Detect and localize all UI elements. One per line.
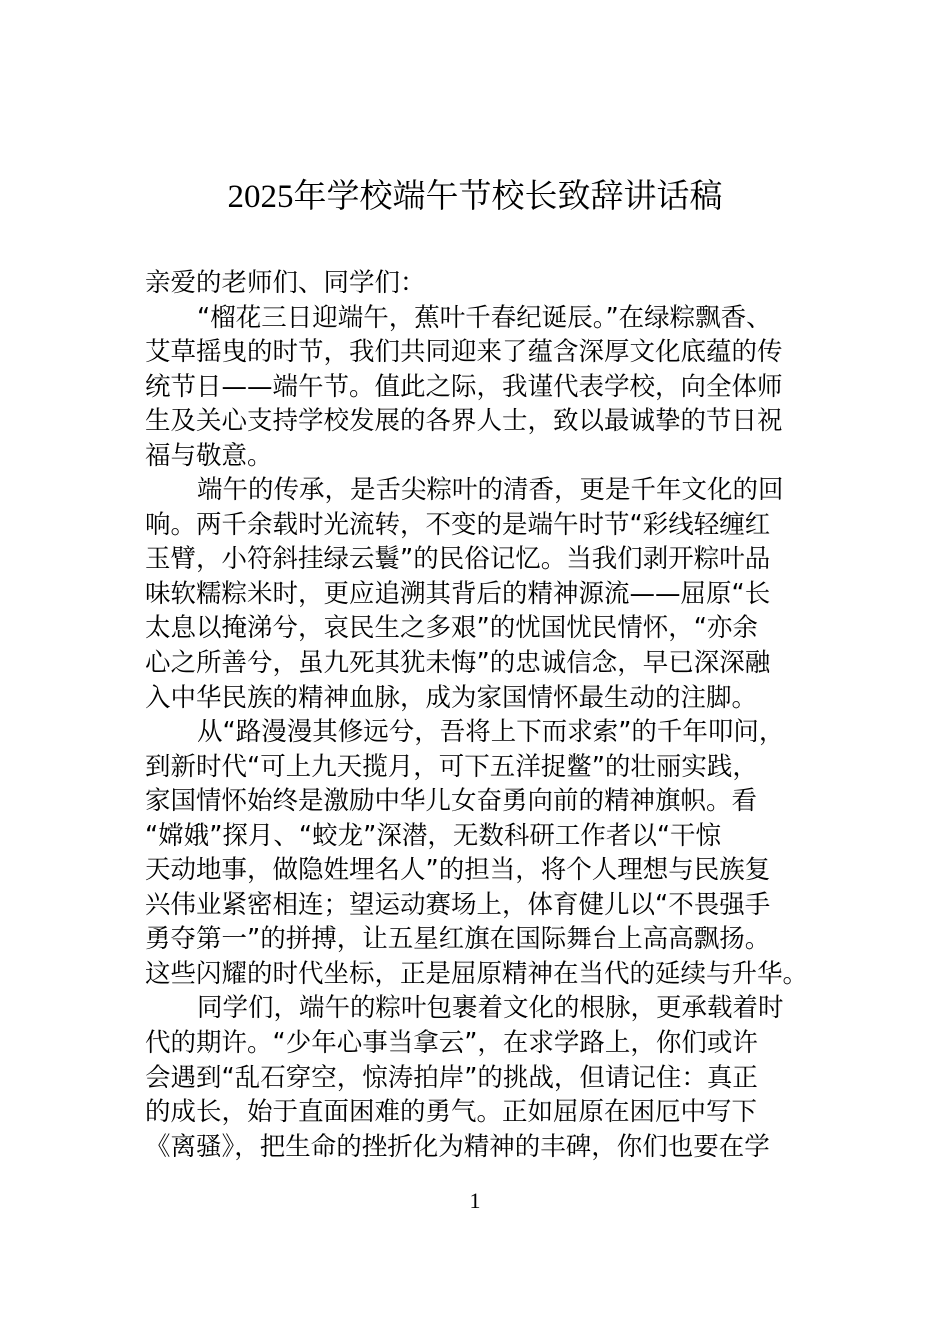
text-line: 从“路漫漫其修远兮，吾将上下而求索”的千年叩问， bbox=[197, 717, 785, 748]
text-line: 太息以掩涕兮，哀民生之多艰”的忧国忧民情怀，“亦余 bbox=[145, 613, 758, 644]
text-line: “嫦娥”探月、“蛟龙”深潜，无数科研工作者以“干惊 bbox=[145, 820, 722, 851]
text-line: 到新时代“可上九天揽月，可下五洋捉鳖”的壮丽实践， bbox=[145, 751, 758, 782]
text-line: 生及关心支持学校发展的各界人士，致以最诚挚的节日祝 bbox=[145, 406, 783, 437]
text-line: 艾草摇曳的时节，我们共同迎来了蕴含深厚文化底蕴的传 bbox=[145, 337, 783, 368]
text-line: 端午的传承，是舌尖粽叶的清香，更是千年文化的回 bbox=[197, 475, 784, 506]
paragraph bbox=[145, 473, 835, 715]
paragraph bbox=[145, 991, 835, 1164]
text-line: 代的期许。“少年心事当拿云”，在求学路上，你们或许 bbox=[145, 1028, 758, 1059]
text-line: 心之所善兮，虽九死其犹未悔”的忠诚信念，早已深深融 bbox=[145, 648, 771, 679]
text-line: 响。两千余载时光流转，不变的是端午时节“彩线轻缠红 bbox=[145, 509, 771, 540]
paragraph bbox=[145, 715, 835, 991]
text-line: 味软糯粽米时，更应追溯其背后的精神源流——屈原“长 bbox=[145, 578, 771, 609]
text-line: 入中华民族的精神血脉，成为家国情怀最生动的注脚。 bbox=[145, 682, 758, 713]
text-line: 同学们，端午的粽叶包裹着文化的根脉，更承载着时 bbox=[197, 993, 784, 1024]
text-line: 会遇到“乱石穿空，惊涛拍岸”的挑战，但请记住：真正 bbox=[145, 1062, 758, 1093]
text-line: “榴花三日迎端午，蕉叶千春纪诞辰。”在绿粽飘香、 bbox=[197, 302, 772, 333]
document-title: 2025年学校端午节校长致辞讲话稿 bbox=[227, 179, 723, 215]
text-line: 这些闪耀的时代坐标，正是屈原精神在当代的延续与升华。 bbox=[145, 958, 809, 989]
paragraph bbox=[145, 301, 835, 474]
text-line: 家国情怀始终是激励中华儿女奋勇向前的精神旗帜。看 bbox=[145, 786, 758, 817]
text-line: 福与敬意。 bbox=[145, 440, 273, 471]
text-line: 统节日——端午节。值此之际，我谨代表学校，向全体师 bbox=[145, 371, 783, 402]
document-body bbox=[145, 266, 835, 1164]
text-line: 天动地事，做隐姓埋名人”的担当，将个人理想与民族复 bbox=[145, 855, 771, 886]
text-line: 的成长，始于直面困难的勇气。正如屈原在困厄中写下 bbox=[145, 1097, 758, 1128]
text-line: 勇夺第一”的拼搏，让五星红旗在国际舞台上高高飘扬。 bbox=[145, 924, 771, 955]
text-line: 兴伟业紧密相连；望运动赛场上，体育健儿以“不畏强手 bbox=[145, 889, 771, 920]
salutation: 亲爱的老师们、同学们： bbox=[145, 268, 426, 298]
text-line: 玉臂，小符斜挂绿云鬟”的民俗记忆。当我们剥开粽叶品 bbox=[145, 544, 771, 575]
page-number: 1 bbox=[469, 1188, 481, 1213]
text-line: 《离骚》，把生命的挫折化为精神的丰碑，你们也要在学 bbox=[145, 1131, 770, 1162]
